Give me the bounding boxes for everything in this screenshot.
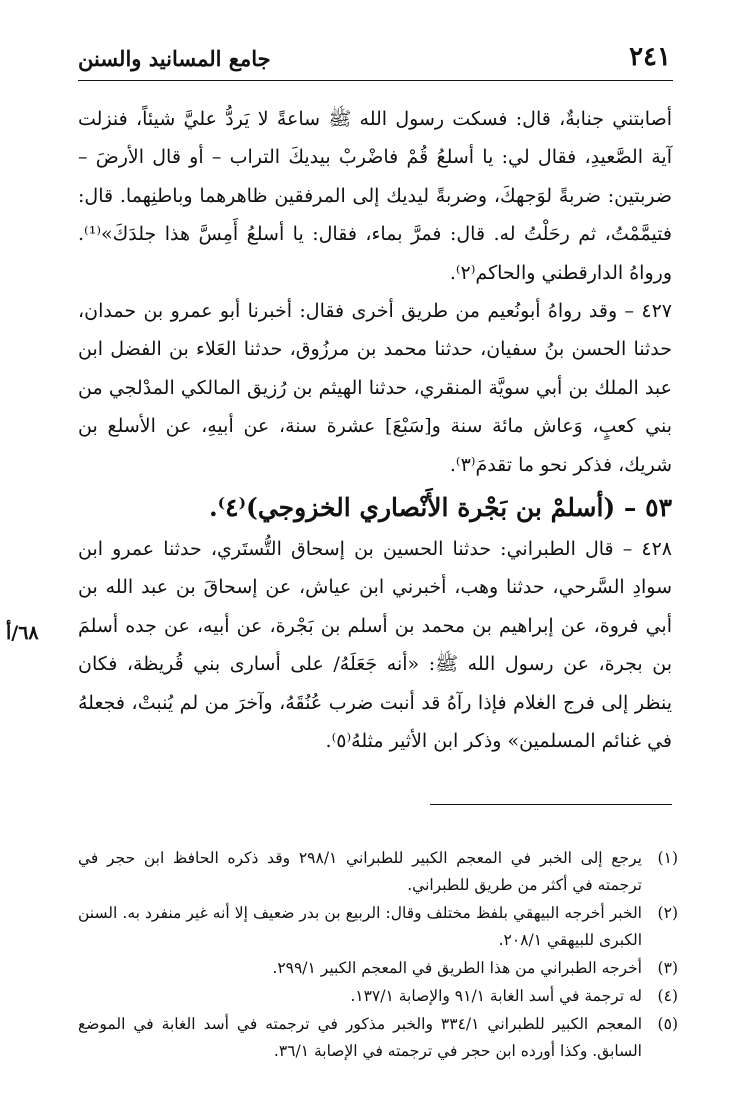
- paragraph-continuation: أصابتني جنابةٌ، قال: فسكت رسول الله ﷺ ساعةً لا يَردُّ عليَّ شيئاً، فنزلت آية الصَّعيدِ، فقال لي: يا أسلعُ قُمْ فاضْربْ بيديكَ التراب – أو قال الأرضَ – ضربتين: ضربةً لوَجهكَ، وضربةً ليديك إلى المرفقين ظاهرهما وباطنِهما. قال: فتيمَّمْتُ، ثم رحَلْتُ له. قال: فمرَّ بماء، فقال: يا أسلعُ أَمِسَّ هذا جلدَكَ»⁽¹⁾. ورواهُ الدارقطني والحاكم⁽٢⁾.: [78, 108, 672, 284]
- paragraph-hadith-427: ٤٢٧ – وقد رواهُ أبونُعيم من طريق أخرى فقال: أخبرنا أبو عمرو بن حمدان، حدثنا الحسن بنُ سفيان، حدثنا محمد بن مرزُوق، حدثنا العَلاء بن الفضل ابن عبد الملك بن أبي سويَّة المنقري، حدثنا الهيثم بن رُزيق المالكي المدْلجي من بني كعبٍ، وَعاش مائة سنة و[سَبْعَ] عشرة سنة، عن أبيهِ، عن الأسلع بن شريك، فذكر نحو ما تقدمَ⁽٣⁾.: [78, 300, 672, 476]
- footnote-text: الخبر أخرجه البيهقي بلفظ مختلف وقال: الربيع بن بدر ضعيف إلا أنه غير منفرد به. السنن الكبرى للبيهقي ٢٠٨/١.: [78, 904, 642, 949]
- footnote-item: [78, 900, 678, 954]
- manuscript-folio-note: ٦٨/أ: [6, 622, 39, 644]
- section-heading: ٥٣ – (أسلمْ بن بَجْرة الأَنْصاري الخزوجي)⁽٤⁾.: [208, 493, 672, 523]
- footnote-item: [78, 955, 678, 982]
- footnote-number: (١): [657, 849, 678, 867]
- footnote-number: (٢): [657, 904, 678, 922]
- page-header: [78, 40, 673, 81]
- running-title: جامع المسانيد والسنن: [78, 46, 271, 71]
- footnote-item: [78, 983, 678, 1010]
- footnote-item: [78, 1011, 678, 1065]
- footnote-number: (٤): [657, 987, 678, 1005]
- footnote-text: المعجم الكبير للطبراني ٣٣٤/١ والخبر مذكور في ترجمته في أسد الغابة في الموضع السابق. وكذا أورده ابن حجر في ترجمته في الإصابة ٣٦/١.: [78, 1015, 643, 1060]
- footnotes: [78, 845, 678, 1066]
- main-text: [78, 100, 672, 761]
- footnote-text: يرجع إلى الخبر في المعجم الكبير للطبراني ٢٩٨/١ وقد ذكره الحافظ ابن حجر في ترجمته في أكثر من طريق للطبراني.: [78, 849, 642, 894]
- paragraph-hadith-428: ٤٢٨ – قال الطبراني: حدثنا الحسين بن إسحاق التُّستَري، حدثنا عمرو ابن سوادِ السَّرحي، حدثنا وهب، أخبرني ابن عياش، عن إسحاقَ بن عبد الله بن أبي فروة، عن إبراهيم بن محمد بن أسلم بن بَجْرة، عن أبيه، عن جده أسلمَ بن بجرة، عن رسول الله ﷺ: «أنه جَعَلَهُ/ على أسارى بني قُريظة، فكان ينظر إلى فرج الغلام فإذا رآهُ قد أنبت ضرب عُنُقَهُ، وآخرَ من لم يُنبتْ، فجعلهُ في غنائم المسلمين» وذكر ابن الأثير مثلهُ⁽٥⁾.: [78, 538, 672, 753]
- footnote-item: [78, 845, 678, 899]
- footnote-text: أخرجه الطبراني من هذا الطريق في المعجم الكبير ٢٩٩/١.: [272, 959, 642, 977]
- footnote-text: له ترجمة في أسد الغابة ٩١/١ والإصابة ١٣٧/١.: [350, 987, 642, 1005]
- footnote-divider: [430, 804, 672, 805]
- footnote-number: (٥): [657, 1015, 678, 1033]
- footnote-number: (٣): [657, 959, 678, 977]
- page-number: ٢٤١: [629, 42, 671, 72]
